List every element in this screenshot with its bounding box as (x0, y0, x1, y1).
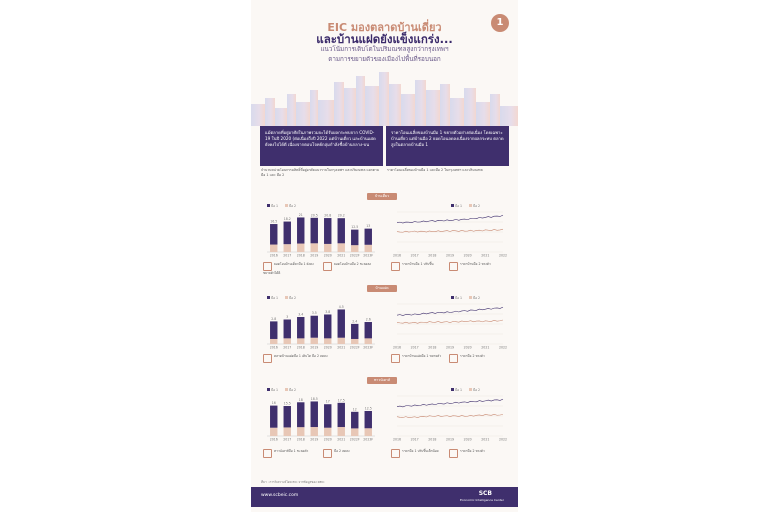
x-tick-label: 2020 (463, 437, 472, 442)
bar-data-label: 18.5 (310, 396, 318, 401)
bar-data-label: 2.4 (352, 319, 358, 324)
bar-series-1 (365, 411, 372, 428)
section-note-text: ตลาดบ้านแฝดมือ 1 เติบโต (274, 354, 311, 358)
x-tick-label: 2016 (269, 437, 278, 442)
bar-series-1 (311, 218, 318, 243)
line-chart-detached (389, 202, 509, 260)
bar-series-1 (338, 403, 345, 427)
page-number-badge: 1 (491, 14, 509, 32)
bar-series-1 (351, 412, 358, 429)
x-tick-label: 2016 (269, 253, 278, 258)
section-note-2c (391, 354, 447, 363)
section-note-text: มือ 2 ลดลง (311, 354, 328, 358)
x-tick-label: 2017 (283, 345, 292, 350)
infographic-poster (251, 0, 518, 512)
legend-label: มือ 2 (289, 204, 297, 208)
bar-series-1 (270, 224, 277, 245)
x-tick-label: 2021 (481, 345, 490, 350)
x-tick-label: 2019 (310, 253, 319, 258)
x-tick-label: 2017 (410, 253, 419, 258)
legend-swatch (469, 296, 472, 299)
x-tick-label: 2019 (445, 253, 455, 258)
tag-icon (449, 354, 458, 363)
x-tick-label: 2018 (296, 345, 305, 350)
legend-label: มือ 2 (289, 388, 297, 392)
bar-series-2 (284, 427, 291, 436)
left-chart-note: จำนวนหน่วยโอนกรรมสิทธิ์ที่อยู่อาศัยแนวราบในกรุงเทพฯ และปริมณฑล แยกตามมือ 1 และ มือ 2 (261, 168, 380, 177)
x-tick-label: 2016 (392, 345, 402, 350)
bar-series-2 (351, 339, 358, 344)
bar-data-label: 2.6 (365, 317, 371, 322)
legend-swatch (451, 204, 454, 207)
section-label-townhouse: ทาวน์เฮาส์ (367, 377, 397, 384)
legend-swatch (267, 296, 270, 299)
section-note-1a (263, 262, 319, 275)
bar-series-1 (338, 309, 345, 337)
bar-series-1 (284, 320, 291, 339)
bar-series-1 (324, 218, 331, 244)
x-tick-label: 2023F (363, 253, 374, 258)
section-note-text: ทาวน์เฮาส์มือ 1 ชะลอตัว (274, 449, 309, 453)
bar-series-2 (297, 427, 304, 436)
bar-data-label: 20.2 (337, 213, 345, 218)
house-icon (391, 262, 400, 271)
bar-data-label: 3 (286, 315, 289, 320)
x-tick-label: 2022F (349, 437, 360, 442)
bar-series-1 (324, 404, 331, 427)
footer-bar (251, 487, 518, 507)
x-tick-label: 2019 (445, 345, 455, 350)
legend-swatch (451, 296, 454, 299)
bar-chart-detached (261, 202, 381, 260)
bar-series-2 (338, 338, 345, 344)
bar-series-2 (311, 427, 318, 436)
bar-series-2 (351, 245, 358, 252)
bar-data-label: 20.5 (310, 213, 318, 218)
bar-series-1 (311, 316, 318, 338)
bar-series-2 (270, 339, 277, 344)
subtitle-line-1: แนวโน้มการเติบโตในปริมณฑลสูงกว่ากรุงเทพฯ (320, 46, 449, 53)
legend-swatch (267, 388, 270, 391)
x-tick-label: 2022 (498, 345, 508, 350)
house-icon (263, 354, 272, 363)
section-note-text: ราคาบ้านแฝดมือ 1 ขยายตัว (402, 354, 442, 358)
bar-series-2 (284, 244, 291, 252)
section-note-text: ยอดโอนบ้านเดี่ยวมือ 1 ยังคงขยายตัวได้ดี (263, 262, 314, 275)
x-tick-label: 2021 (337, 345, 346, 350)
bar-series-2 (338, 243, 345, 252)
bar-series-1 (284, 222, 291, 245)
section-note-3c (391, 449, 447, 458)
bar-data-label: 18 (298, 397, 303, 402)
x-tick-label: 2023F (363, 437, 374, 442)
section-note-1c (391, 262, 447, 271)
bar-data-label: 21 (298, 212, 303, 217)
bar-series-2 (351, 428, 358, 436)
section-note-text: ราคามือ 2 ทรงตัว (460, 449, 485, 453)
bar-series-1 (297, 317, 304, 338)
x-tick-label: 2021 (481, 437, 490, 442)
bar-chart-townhouse (261, 386, 381, 444)
x-tick-label: 2016 (269, 345, 278, 350)
line-series-1 (397, 307, 503, 315)
bar-series-2 (365, 338, 372, 344)
section-note-2d (449, 354, 505, 363)
x-tick-label: 2023F (363, 345, 374, 350)
brand-subtitle: Economic Intelligence Center (460, 498, 504, 502)
bar-series-2 (311, 243, 318, 252)
section-note-1d (449, 262, 505, 271)
section-note-text: มือ 2 ลดลง (334, 449, 350, 453)
x-tick-label: 2020 (323, 345, 332, 350)
x-tick-label: 2021 (337, 253, 346, 258)
bar-series-2 (324, 338, 331, 344)
bar-series-1 (297, 402, 304, 427)
section-note-3d (449, 449, 505, 458)
x-tick-label: 2019 (310, 345, 319, 350)
house-icon (263, 449, 272, 458)
bar-series-1 (311, 401, 318, 427)
x-tick-label: 2016 (392, 253, 402, 258)
brand-logo: SCB (478, 490, 492, 497)
legend-swatch (469, 388, 472, 391)
legend-swatch (469, 204, 472, 207)
legend-swatch (267, 204, 270, 207)
house-icon (391, 354, 400, 363)
house-icon (263, 262, 272, 271)
bar-series-2 (270, 245, 277, 252)
x-tick-label: 2020 (463, 345, 472, 350)
legend-label: มือ 1 (455, 296, 463, 300)
right-summary-text: ราคาโอนเฉลี่ยของบ้านมือ 1 ขยายตัวอย่างต่อเนื่อง โดยเฉพาะบ้านเดี่ยว แต่บ้านมือ 2 ยอดโอนลดลงเนื่องจากผลกระทบ ตลาดสูงในตลาดบ้านมือ 1 (391, 130, 504, 147)
bar-data-label: 20.8 (324, 213, 332, 218)
legend-label: มือ 2 (473, 296, 481, 300)
legend-label: มือ 2 (473, 388, 481, 392)
title-line-2: และบ้านแฝดยังแข็งแกร่ง... (316, 32, 453, 46)
x-tick-label: 2018 (296, 253, 305, 258)
section-note-1b (323, 262, 379, 271)
legend-label: มือ 1 (271, 388, 279, 392)
bar-series-2 (324, 428, 331, 436)
right-summary-box (386, 126, 509, 166)
x-tick-label: 2016 (392, 437, 402, 442)
x-tick-label: 2022 (498, 253, 508, 258)
title-line-1: EIC มองตลาดบ้านเดี่ยว (327, 21, 442, 34)
chart-icon (323, 262, 332, 271)
bar-data-label: 18.2 (283, 217, 291, 222)
bar-series-2 (338, 427, 345, 436)
bar-data-label: 16 (271, 401, 276, 406)
bar-data-label: 17.5 (337, 398, 345, 403)
bar-data-label: 12.5 (351, 225, 359, 230)
tag-icon (449, 449, 458, 458)
x-tick-label: 2019 (445, 437, 455, 442)
bar-data-label: 12 (352, 407, 357, 412)
section-note-text: ราคาบ้านมือ 2 ทรงตัว (460, 262, 491, 266)
section-note-text: ราคาบ้านมือ 1 ปรับขึ้น (402, 262, 434, 266)
bar-series-1 (351, 324, 358, 339)
bar-data-label: 13 (366, 224, 371, 229)
legend-swatch (451, 388, 454, 391)
source-note: ที่มา : การวิเคราะห์โดย EIC จากข้อมูลของ REIC (261, 480, 325, 484)
line-chart-semidetached (389, 294, 509, 352)
legend-label: มือ 1 (455, 388, 463, 392)
section-label-semidetached: บ้านแฝด (367, 285, 397, 292)
bar-data-label: 17 (325, 399, 330, 404)
bar-series-2 (324, 244, 331, 252)
bar-series-1 (270, 321, 277, 339)
line-series-1 (397, 399, 503, 407)
section-label-detached: บ้านเดี่ยว (367, 193, 397, 200)
left-summary-text: แม้ตลาดที่อยู่อาศัยในภาพรวมจะได้รับผลกระทบจาก COVID-19 ในปี 2020 (ต่อเนื่องถึงปี 2022 แต่บ้านเดี่ยว และบ้านแฝด ยังคงไปได้ดี เนื่องจากตอบโจทย์กลุ่มกำลังซื้อบ้านกลาง-บน (265, 130, 376, 147)
legend-label: มือ 1 (455, 204, 463, 208)
section-note-2a (263, 354, 373, 363)
bar-series-2 (365, 428, 372, 436)
x-tick-label: 2019 (310, 437, 319, 442)
right-chart-note: ราคาโอนเฉลี่ยของบ้านมือ 1 และมือ 2 ในกรุงเทพฯ และปริมณฑล (387, 168, 483, 172)
section-note-text: ราคามือ 1 ปรับขึ้นเล็กน้อย (402, 449, 439, 453)
bar-series-2 (297, 338, 304, 344)
bar-series-1 (365, 229, 372, 245)
section-note-text: ราคามือ 2 ทรงตัว (460, 354, 485, 358)
x-tick-label: 2018 (428, 345, 437, 350)
bar-series-1 (338, 218, 345, 243)
subtitle-line-2: ตามการขยายตัวของเมืองไปพื้นที่รอบนอก (328, 56, 441, 63)
bar-series-1 (297, 217, 304, 243)
x-tick-label: 2022F (349, 253, 360, 258)
bar-series-2 (270, 428, 277, 436)
bar-series-1 (324, 314, 331, 338)
bar-series-2 (297, 244, 304, 252)
legend-swatch (285, 296, 288, 299)
bar-data-label: 3.8 (325, 309, 331, 314)
legend-label: มือ 1 (271, 296, 279, 300)
x-tick-label: 2017 (410, 437, 419, 442)
legend-label: มือ 2 (473, 204, 481, 208)
tag-icon (449, 262, 458, 271)
legend-swatch (285, 204, 288, 207)
x-tick-label: 2017 (283, 437, 292, 442)
footer-url-link[interactable]: www.scbeic.com (261, 493, 299, 498)
section-note-3b (323, 449, 379, 458)
bar-data-label: 2.8 (271, 316, 277, 321)
bar-data-label: 12.5 (364, 406, 372, 411)
left-summary-box (260, 126, 383, 166)
line-series-2 (397, 320, 503, 323)
chart-icon (323, 449, 332, 458)
bar-data-label: 16.5 (270, 219, 278, 224)
x-tick-label: 2021 (337, 437, 346, 442)
section-note-text: ยอดโอนบ้านมือ 2 ชะลอลง (334, 262, 371, 266)
x-tick-label: 2017 (283, 253, 292, 258)
x-tick-label: 2018 (428, 437, 437, 442)
line-chart-townhouse (389, 386, 509, 444)
bar-data-label: 4.5 (338, 304, 344, 309)
section-note-3a (263, 449, 319, 458)
x-tick-label: 2021 (481, 253, 490, 258)
city-skyline-image (251, 64, 518, 126)
x-tick-label: 2020 (463, 253, 472, 258)
legend-swatch (285, 388, 288, 391)
house-icon (391, 449, 400, 458)
bar-chart-semidetached (261, 294, 381, 352)
line-series-2 (397, 229, 503, 232)
bar-series-1 (351, 230, 358, 246)
x-tick-label: 2022F (349, 345, 360, 350)
x-tick-label: 2018 (296, 437, 305, 442)
bar-series-1 (270, 406, 277, 428)
x-tick-label: 2017 (410, 345, 419, 350)
bar-series-2 (311, 338, 318, 344)
x-tick-label: 2020 (323, 437, 332, 442)
x-tick-label: 2020 (323, 253, 332, 258)
bar-data-label: 3.4 (298, 312, 304, 317)
x-tick-label: 2022 (498, 437, 508, 442)
bar-data-label: 15.5 (283, 401, 291, 406)
x-tick-label: 2018 (428, 253, 437, 258)
legend-label: มือ 2 (289, 296, 297, 300)
bar-series-1 (284, 406, 291, 427)
bar-series-2 (284, 338, 291, 344)
bar-data-label: 3.5 (311, 311, 317, 316)
bar-series-2 (365, 245, 372, 252)
bar-series-1 (365, 322, 372, 338)
legend-label: มือ 1 (271, 204, 279, 208)
